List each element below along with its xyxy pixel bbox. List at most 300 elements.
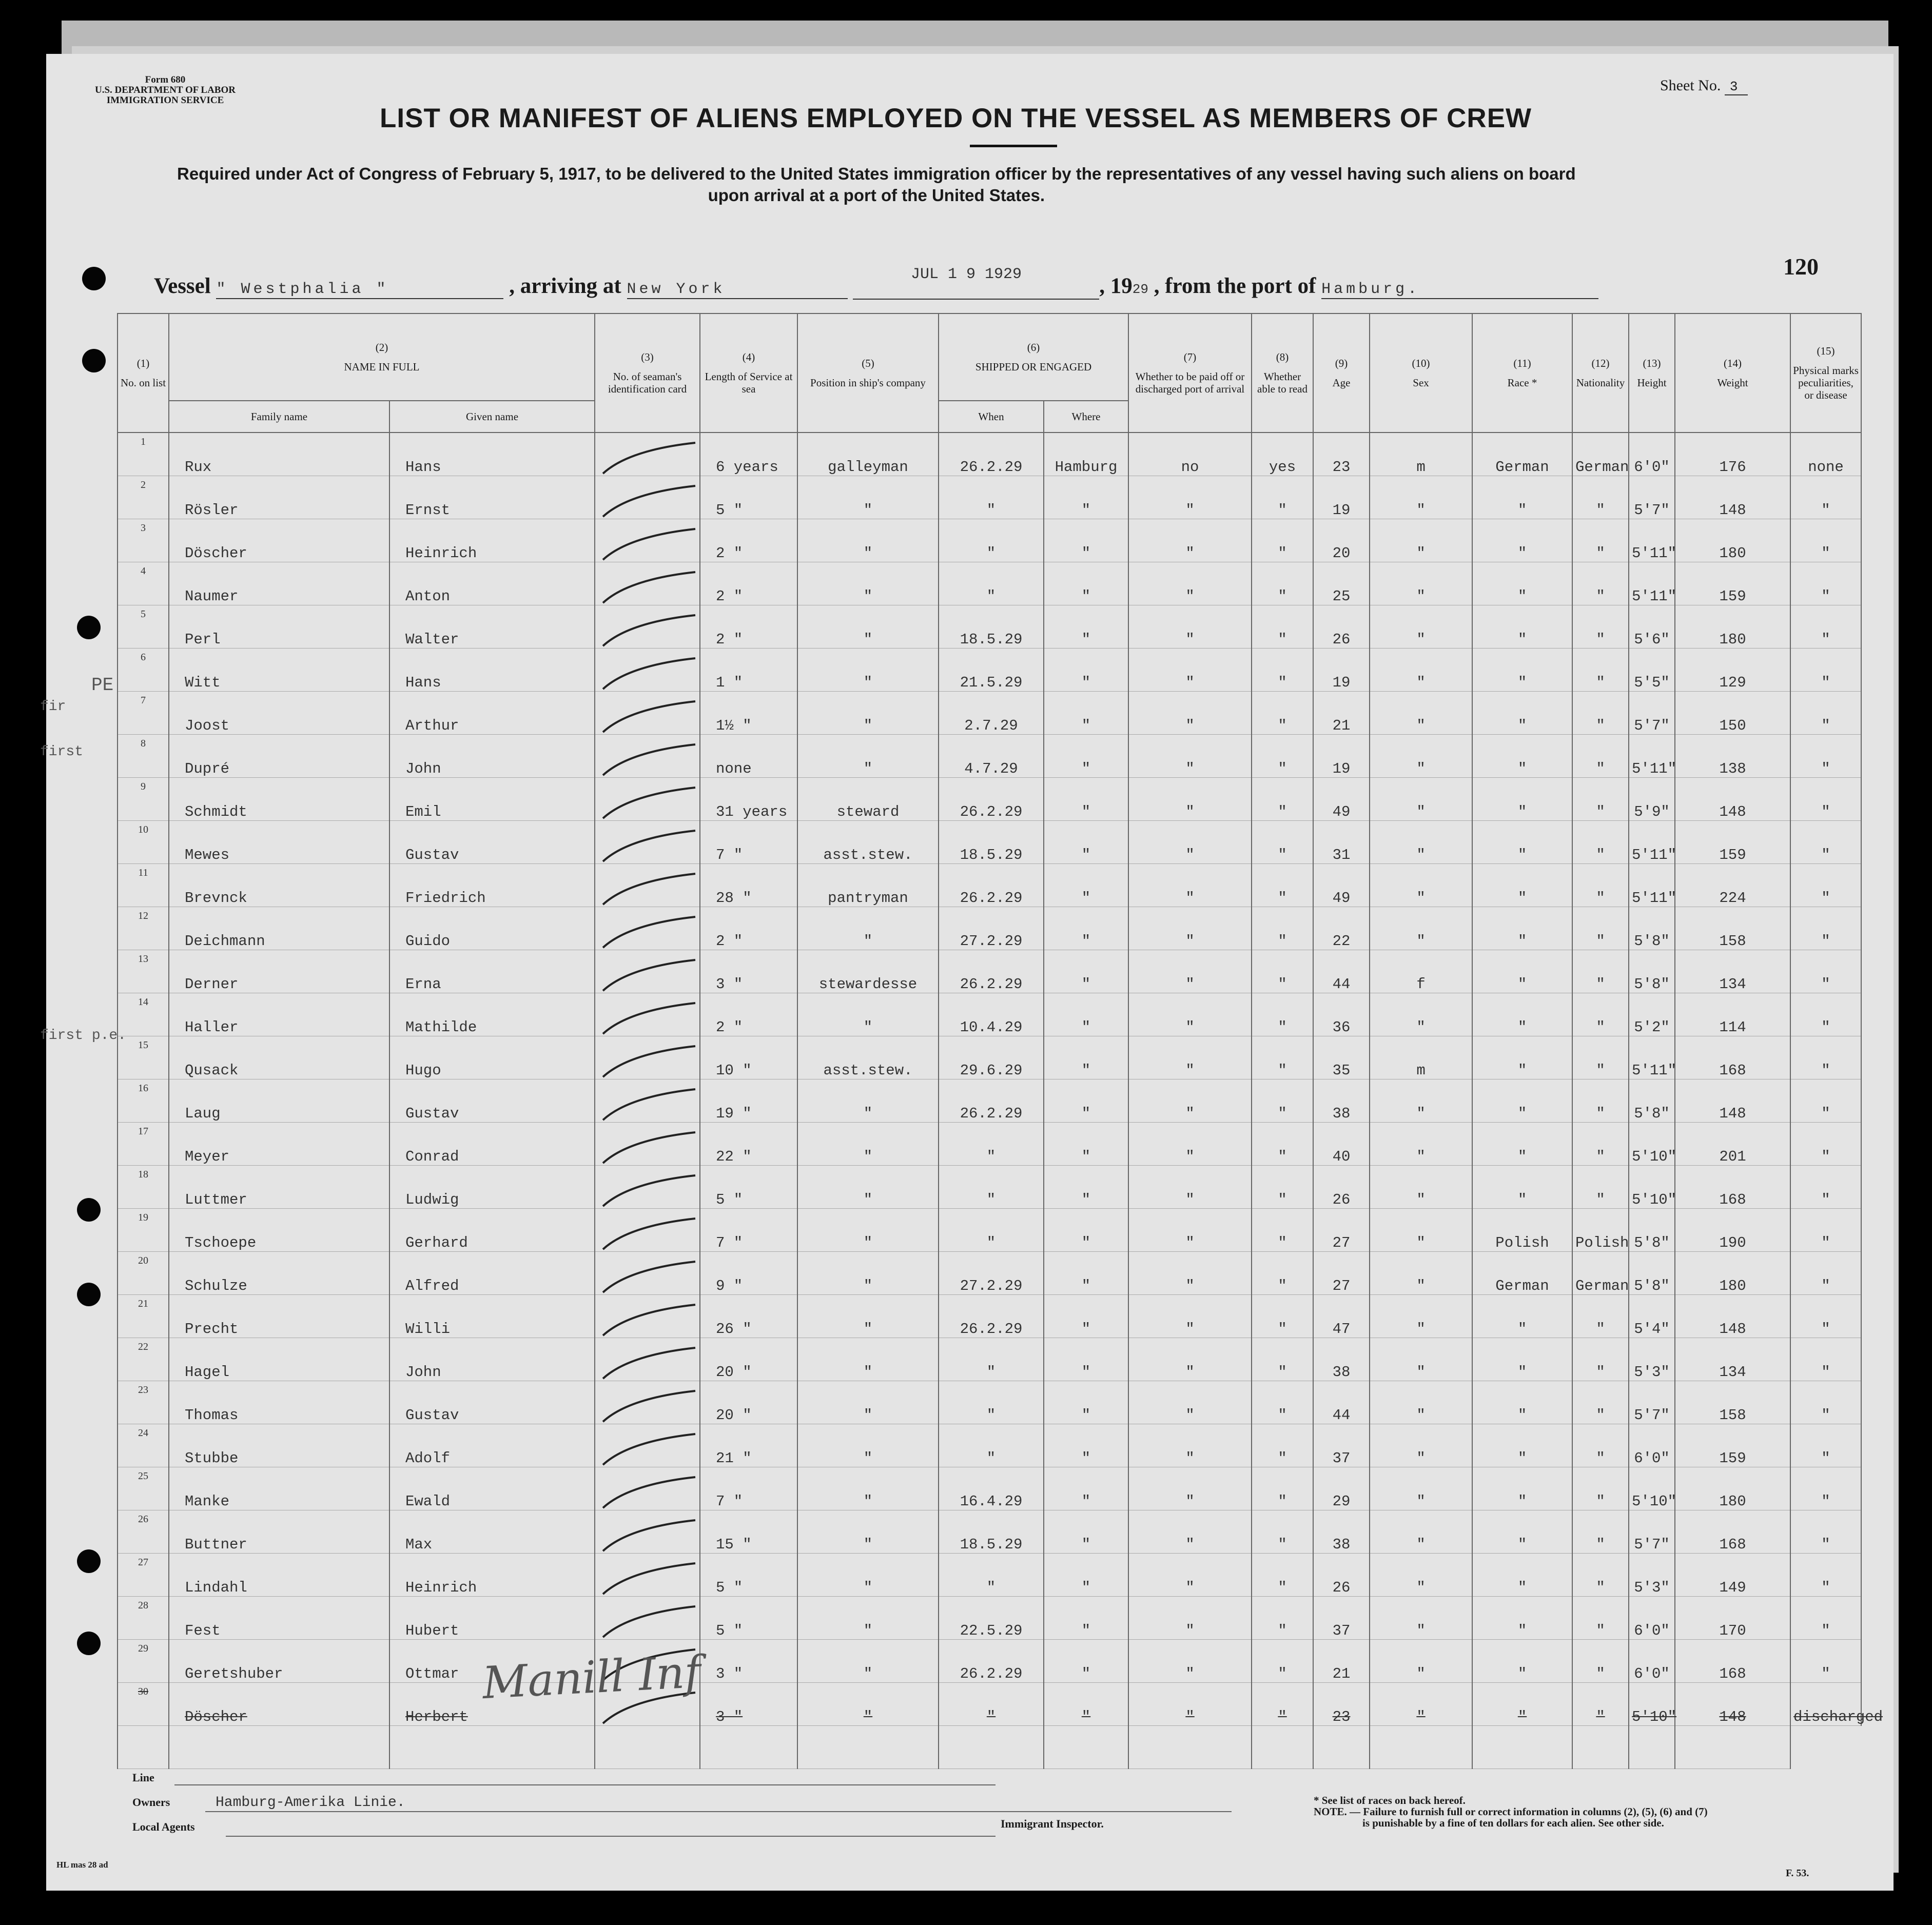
weight-cell: 168 xyxy=(1675,1510,1790,1554)
position-cell: " xyxy=(797,562,939,605)
table-row xyxy=(118,735,1861,778)
nationality-cell: " xyxy=(1572,1683,1629,1726)
shipped-when-cell: 27.2.29 xyxy=(939,1252,1044,1295)
age-cell: 49 xyxy=(1313,864,1370,907)
id-card-cell xyxy=(595,864,700,907)
shipped-where-cell: " xyxy=(1044,1295,1128,1338)
age-cell: 20 xyxy=(1313,519,1370,562)
height-cell: 5'11" xyxy=(1629,519,1675,562)
physical-marks-cell: " xyxy=(1790,1036,1861,1079)
nationality-cell: " xyxy=(1572,1424,1629,1467)
paid-off-cell: " xyxy=(1128,1079,1252,1123)
line-blank xyxy=(174,1784,996,1785)
paid-off-cell: " xyxy=(1128,476,1252,519)
departure-port: Hamburg. xyxy=(1321,281,1598,299)
race-cell: " xyxy=(1472,692,1572,735)
able-to-read-cell: " xyxy=(1252,1467,1313,1510)
shipped-when-cell: 26.2.29 xyxy=(939,950,1044,993)
col-service-length: (4) Length of Service at sea xyxy=(700,313,797,433)
able-to-read-cell: " xyxy=(1252,519,1313,562)
shipped-where-cell: " xyxy=(1044,993,1128,1036)
height-cell: 5'7" xyxy=(1629,1510,1675,1554)
shipped-when-cell: 26.2.29 xyxy=(939,778,1044,821)
able-to-read-cell: " xyxy=(1252,993,1313,1036)
family-name-cell: Naumer xyxy=(169,562,389,605)
form-header xyxy=(95,75,236,106)
list-number-cell: 3 xyxy=(118,519,169,562)
sheet-number xyxy=(1660,77,1748,94)
able-to-read-cell: " xyxy=(1252,605,1313,649)
service-length-cell: 1½ " xyxy=(700,692,797,735)
age-cell: 38 xyxy=(1313,1338,1370,1381)
nationality-cell: German xyxy=(1572,1252,1629,1295)
id-card-cell xyxy=(595,649,700,692)
binder-hole xyxy=(77,1549,101,1573)
age-cell: 38 xyxy=(1313,1079,1370,1123)
check-mark-icon xyxy=(598,914,700,950)
age-cell: 47 xyxy=(1313,1295,1370,1338)
binder-hole xyxy=(77,1283,101,1306)
check-mark-icon xyxy=(598,526,700,562)
sex-cell: " xyxy=(1370,649,1472,692)
table-row xyxy=(118,1640,1861,1683)
position-cell: " xyxy=(797,1123,939,1166)
family-name-cell: Thomas xyxy=(169,1381,389,1424)
height-cell: 5'11" xyxy=(1629,562,1675,605)
service-length-cell: 5 " xyxy=(700,476,797,519)
height-cell: 6'0" xyxy=(1629,1424,1675,1467)
able-to-read-cell: " xyxy=(1252,1381,1313,1424)
sex-cell: " xyxy=(1370,735,1472,778)
height-cell: 5'3" xyxy=(1629,1554,1675,1597)
list-number-cell: 16 xyxy=(118,1079,169,1123)
given-name-cell: Arthur xyxy=(389,692,595,735)
race-cell: " xyxy=(1472,1640,1572,1683)
height-cell: 6'0" xyxy=(1629,1597,1675,1640)
physical-marks-cell: " xyxy=(1790,1166,1861,1209)
age-cell: 31 xyxy=(1313,821,1370,864)
family-name-cell: Fest xyxy=(169,1597,389,1640)
height-cell: 5'5" xyxy=(1629,649,1675,692)
check-mark-icon xyxy=(598,1474,700,1510)
sex-cell: " xyxy=(1370,1424,1472,1467)
weight-cell: 159 xyxy=(1675,821,1790,864)
given-name-cell: Alfred xyxy=(389,1252,595,1295)
given-name-cell: Max xyxy=(389,1510,595,1554)
family-name-cell: Stubbe xyxy=(169,1424,389,1467)
position-cell: " xyxy=(797,1338,939,1381)
family-name-cell: Luttmer xyxy=(169,1166,389,1209)
height-cell: 5'7" xyxy=(1629,692,1675,735)
form-number: Form 680 xyxy=(145,74,186,85)
service-length-cell: 3 " xyxy=(700,1640,797,1683)
sheet-value: 3 xyxy=(1725,79,1748,95)
shipped-where-cell: " xyxy=(1044,1123,1128,1166)
department: U.S. DEPARTMENT OF LABOR xyxy=(95,85,236,95)
age-cell: 26 xyxy=(1313,1166,1370,1209)
family-name-cell: Schmidt xyxy=(169,778,389,821)
nationality-cell: " xyxy=(1572,993,1629,1036)
nationality-cell: " xyxy=(1572,519,1629,562)
id-card-cell xyxy=(595,1036,700,1079)
service-length-cell: 20 " xyxy=(700,1338,797,1381)
id-card-cell xyxy=(595,605,700,649)
arrival-port: New York xyxy=(627,281,848,299)
sex-cell: " xyxy=(1370,1467,1472,1510)
table-row xyxy=(118,1554,1861,1597)
nationality-cell: " xyxy=(1572,778,1629,821)
list-number-cell: 22 xyxy=(118,1338,169,1381)
age-cell: 19 xyxy=(1313,649,1370,692)
height-cell: 5'3" xyxy=(1629,1338,1675,1381)
arrival-date-stamp: JUL 1 9 1929 xyxy=(911,266,1022,283)
nationality-cell: German xyxy=(1572,433,1629,476)
id-card-cell xyxy=(595,735,700,778)
age-cell: 49 xyxy=(1313,778,1370,821)
shipped-when-cell: 4.7.29 xyxy=(939,735,1044,778)
shipped-when-cell: 21.5.29 xyxy=(939,649,1044,692)
service-length-cell: 3 " xyxy=(700,950,797,993)
given-name-cell: Hugo xyxy=(389,1036,595,1079)
position-cell: " xyxy=(797,1079,939,1123)
col-list-no: (1) No. on list xyxy=(118,313,169,433)
table-row xyxy=(118,864,1861,907)
shipped-where-cell: " xyxy=(1044,1467,1128,1510)
age-cell: 27 xyxy=(1313,1252,1370,1295)
weight-cell: 114 xyxy=(1675,993,1790,1036)
race-cell: " xyxy=(1472,1554,1572,1597)
col-height: (13) Height xyxy=(1629,313,1675,433)
date-blank xyxy=(853,273,1099,300)
position-cell: " xyxy=(797,1166,939,1209)
sex-cell: " xyxy=(1370,1209,1472,1252)
position-cell: " xyxy=(797,519,939,562)
service-length-cell: 6 years xyxy=(700,433,797,476)
age-cell: 26 xyxy=(1313,1554,1370,1597)
shipped-when-cell: " xyxy=(939,1209,1044,1252)
table-row xyxy=(118,1123,1861,1166)
shipped-where-cell: Hamburg xyxy=(1044,433,1128,476)
race-cell: " xyxy=(1472,476,1572,519)
table-row xyxy=(118,1252,1861,1295)
shipped-where-cell: " xyxy=(1044,1510,1128,1554)
height-cell: 5'8" xyxy=(1629,1079,1675,1123)
physical-marks-cell: " xyxy=(1790,821,1861,864)
list-number-cell: 9 xyxy=(118,778,169,821)
page-title: LIST OR MANIFEST OF ALIENS EMPLOYED ON THE VESSEL AS MEMBERS OF CREW xyxy=(380,103,1532,133)
able-to-read-cell: yes xyxy=(1252,433,1313,476)
check-mark-icon xyxy=(598,1302,700,1338)
position-cell: galleyman xyxy=(797,433,939,476)
family-name-cell: Perl xyxy=(169,605,389,649)
check-mark-icon xyxy=(598,1431,700,1467)
age-cell: 44 xyxy=(1313,1381,1370,1424)
nationality-cell: " xyxy=(1572,692,1629,735)
check-mark-icon xyxy=(598,1215,700,1251)
sex-cell: " xyxy=(1370,1640,1472,1683)
inspector-label: Immigrant Inspector. xyxy=(1001,1817,1104,1830)
family-name-cell: Witt xyxy=(169,649,389,692)
paid-off-cell: " xyxy=(1128,821,1252,864)
race-cell: " xyxy=(1472,778,1572,821)
height-cell: 5'10" xyxy=(1629,1683,1675,1726)
shipped-when-cell: " xyxy=(939,1683,1044,1726)
weight-cell: 148 xyxy=(1675,476,1790,519)
position-cell: " xyxy=(797,1467,939,1510)
family-name-cell: Deichmann xyxy=(169,907,389,950)
check-mark-icon xyxy=(598,1388,700,1424)
family-name-cell: Manke xyxy=(169,1467,389,1510)
nationality-cell: " xyxy=(1572,1554,1629,1597)
shipped-where-cell: " xyxy=(1044,907,1128,950)
service: IMMIGRATION SERVICE xyxy=(106,95,224,106)
position-cell: " xyxy=(797,1640,939,1683)
paid-off-cell: " xyxy=(1128,1252,1252,1295)
sex-cell: " xyxy=(1370,1166,1472,1209)
race-cell: " xyxy=(1472,1079,1572,1123)
height-cell: 5'11" xyxy=(1629,864,1675,907)
shipped-where-cell: " xyxy=(1044,1209,1128,1252)
shipped-where-cell: " xyxy=(1044,605,1128,649)
check-mark-icon xyxy=(598,612,700,648)
weight-cell: 158 xyxy=(1675,1381,1790,1424)
position-cell: " xyxy=(797,1424,939,1467)
paid-off-cell: " xyxy=(1128,1209,1252,1252)
paid-off-cell: " xyxy=(1128,950,1252,993)
sheet-label: Sheet No. xyxy=(1660,77,1721,94)
family-name-cell: Dupré xyxy=(169,735,389,778)
nationality-cell: " xyxy=(1572,1166,1629,1209)
physical-marks-cell: discharged xyxy=(1790,1683,1861,1726)
family-name-cell: Hagel xyxy=(169,1338,389,1381)
list-number-cell: 5 xyxy=(118,605,169,649)
position-cell: " xyxy=(797,476,939,519)
position-cell: " xyxy=(797,605,939,649)
race-cell: " xyxy=(1472,1424,1572,1467)
id-card-cell xyxy=(595,993,700,1036)
shipped-where-cell: " xyxy=(1044,1381,1128,1424)
height-cell: 5'11" xyxy=(1629,821,1675,864)
list-number-cell: 23 xyxy=(118,1381,169,1424)
check-mark-icon xyxy=(598,698,700,734)
owners-blank xyxy=(205,1811,996,1812)
weight-cell: 224 xyxy=(1675,864,1790,907)
age-cell: 37 xyxy=(1313,1597,1370,1640)
race-cell: German xyxy=(1472,1252,1572,1295)
height-cell: 5'2" xyxy=(1629,993,1675,1036)
sex-cell: " xyxy=(1370,1123,1472,1166)
sex-cell: " xyxy=(1370,476,1472,519)
nationality-cell: " xyxy=(1572,562,1629,605)
id-card-cell xyxy=(595,907,700,950)
physical-marks-cell: " xyxy=(1790,950,1861,993)
given-name-cell: Guido xyxy=(389,907,595,950)
family-name-cell: Schulze xyxy=(169,1252,389,1295)
physical-marks-cell: " xyxy=(1790,1381,1861,1424)
col-family-name: Family name xyxy=(169,401,389,433)
table-row xyxy=(118,993,1861,1036)
id-card-cell xyxy=(595,1338,700,1381)
age-cell: 40 xyxy=(1313,1123,1370,1166)
local-agents-blank xyxy=(226,1836,996,1837)
able-to-read-cell: " xyxy=(1252,476,1313,519)
table-row xyxy=(118,1209,1861,1252)
weight-cell: 134 xyxy=(1675,1338,1790,1381)
id-card-cell xyxy=(595,562,700,605)
height-cell: 5'4" xyxy=(1629,1295,1675,1338)
weight-cell: 148 xyxy=(1675,1295,1790,1338)
physical-marks-cell: " xyxy=(1790,1295,1861,1338)
margin-note-first: first xyxy=(40,744,84,760)
given-name-cell: Emil xyxy=(389,778,595,821)
paid-off-cell: " xyxy=(1128,1640,1252,1683)
col-when: When xyxy=(939,401,1044,433)
able-to-read-cell: " xyxy=(1252,692,1313,735)
height-cell: 5'10" xyxy=(1629,1123,1675,1166)
paid-off-cell: " xyxy=(1128,1683,1252,1726)
given-name-cell: Conrad xyxy=(389,1123,595,1166)
physical-marks-cell: " xyxy=(1790,907,1861,950)
age-cell: 44 xyxy=(1313,950,1370,993)
shipped-when-cell: " xyxy=(939,1166,1044,1209)
id-card-cell xyxy=(595,1166,700,1209)
able-to-read-cell: " xyxy=(1252,1166,1313,1209)
paid-off-cell: " xyxy=(1128,1166,1252,1209)
family-name-cell: Precht xyxy=(169,1295,389,1338)
able-to-read-cell: " xyxy=(1252,1295,1313,1338)
height-cell: 5'9" xyxy=(1629,778,1675,821)
physical-marks-cell: " xyxy=(1790,1209,1861,1252)
race-cell: " xyxy=(1472,519,1572,562)
race-cell: Polish xyxy=(1472,1209,1572,1252)
requirement-line-2: upon arrival at a port of the United States. xyxy=(708,186,1045,205)
sex-cell: " xyxy=(1370,1252,1472,1295)
list-number-cell: 25 xyxy=(118,1467,169,1510)
nationality-cell: " xyxy=(1572,1381,1629,1424)
paid-off-cell: " xyxy=(1128,1381,1252,1424)
position-cell: asst.stew. xyxy=(797,821,939,864)
physical-marks-cell: none xyxy=(1790,433,1861,476)
able-to-read-cell: " xyxy=(1252,735,1313,778)
age-cell: 21 xyxy=(1313,692,1370,735)
shipped-where-cell: " xyxy=(1044,864,1128,907)
table-row xyxy=(118,907,1861,950)
nationality-cell: " xyxy=(1572,1295,1629,1338)
margin-note-pe: PE xyxy=(91,675,114,696)
shipped-where-cell: " xyxy=(1044,1166,1128,1209)
age-cell: 19 xyxy=(1313,476,1370,519)
list-number-cell: 21 xyxy=(118,1295,169,1338)
local-agents-label: Local Agents xyxy=(132,1820,195,1833)
paid-off-cell: " xyxy=(1128,1424,1252,1467)
paid-off-cell: " xyxy=(1128,605,1252,649)
race-cell: " xyxy=(1472,1338,1572,1381)
able-to-read-cell: " xyxy=(1252,864,1313,907)
given-name-cell: John xyxy=(389,735,595,778)
list-number-cell: 11 xyxy=(118,864,169,907)
service-length-cell: 5 " xyxy=(700,1166,797,1209)
id-card-cell xyxy=(595,519,700,562)
weight-cell: 180 xyxy=(1675,1252,1790,1295)
sex-cell: " xyxy=(1370,1683,1472,1726)
given-name-cell: Gerhard xyxy=(389,1209,595,1252)
sex-cell: " xyxy=(1370,864,1472,907)
id-card-cell xyxy=(595,1079,700,1123)
binder-hole xyxy=(77,1632,101,1655)
shipped-where-cell: " xyxy=(1044,519,1128,562)
nationality-cell: Polish xyxy=(1572,1209,1629,1252)
vessel-label: Vessel xyxy=(154,274,211,298)
id-card-cell xyxy=(595,692,700,735)
height-cell: 5'8" xyxy=(1629,950,1675,993)
shipped-where-cell: " xyxy=(1044,1252,1128,1295)
check-mark-icon xyxy=(598,569,700,605)
sex-cell: " xyxy=(1370,993,1472,1036)
position-cell: " xyxy=(797,993,939,1036)
col-given-name: Given name xyxy=(389,401,595,433)
paid-off-cell: no xyxy=(1128,433,1252,476)
list-number-cell: 19 xyxy=(118,1209,169,1252)
shipped-where-cell: " xyxy=(1044,692,1128,735)
shipped-when-cell: 18.5.29 xyxy=(939,1510,1044,1554)
height-cell: 5'8" xyxy=(1629,1252,1675,1295)
given-name-cell: Hans xyxy=(389,649,595,692)
sex-cell: " xyxy=(1370,562,1472,605)
age-cell: 29 xyxy=(1313,1467,1370,1510)
able-to-read-cell: " xyxy=(1252,1209,1313,1252)
service-length-cell: 2 " xyxy=(700,907,797,950)
id-card-cell xyxy=(595,1381,700,1424)
able-to-read-cell: " xyxy=(1252,1252,1313,1295)
check-mark-icon xyxy=(598,741,700,777)
service-length-cell: none xyxy=(700,735,797,778)
age-cell: 19 xyxy=(1313,735,1370,778)
paid-off-cell: " xyxy=(1128,1597,1252,1640)
physical-marks-cell: " xyxy=(1790,1123,1861,1166)
position-cell: " xyxy=(797,1295,939,1338)
table-row xyxy=(118,1510,1861,1554)
able-to-read-cell: " xyxy=(1252,821,1313,864)
table-row xyxy=(118,1424,1861,1467)
col-id-card: (3) No. of seaman's identification card xyxy=(595,313,700,433)
paid-off-cell: " xyxy=(1128,907,1252,950)
nationality-cell: " xyxy=(1572,1338,1629,1381)
vessel-name: " Westphalia " xyxy=(216,281,503,299)
shipped-where-cell: " xyxy=(1044,1036,1128,1079)
list-number-cell: 24 xyxy=(118,1424,169,1467)
table-row xyxy=(118,476,1861,519)
family-name-cell: Döscher xyxy=(169,1683,389,1726)
physical-marks-cell: " xyxy=(1790,778,1861,821)
weight-cell: 150 xyxy=(1675,692,1790,735)
race-cell: " xyxy=(1472,907,1572,950)
paid-off-cell: " xyxy=(1128,735,1252,778)
nationality-cell: " xyxy=(1572,1597,1629,1640)
weight-cell: 129 xyxy=(1675,649,1790,692)
list-number-cell: 14 xyxy=(118,993,169,1036)
service-length-cell: 5 " xyxy=(700,1597,797,1640)
able-to-read-cell: " xyxy=(1252,1036,1313,1079)
service-length-cell: 7 " xyxy=(700,821,797,864)
list-number-cell: 26 xyxy=(118,1510,169,1554)
given-name-cell: Anton xyxy=(389,562,595,605)
able-to-read-cell: " xyxy=(1252,1123,1313,1166)
position-cell: " xyxy=(797,692,939,735)
able-to-read-cell: " xyxy=(1252,562,1313,605)
line-label: Line xyxy=(132,1771,154,1784)
service-length-cell: 20 " xyxy=(700,1381,797,1424)
nationality-cell: " xyxy=(1572,1467,1629,1510)
